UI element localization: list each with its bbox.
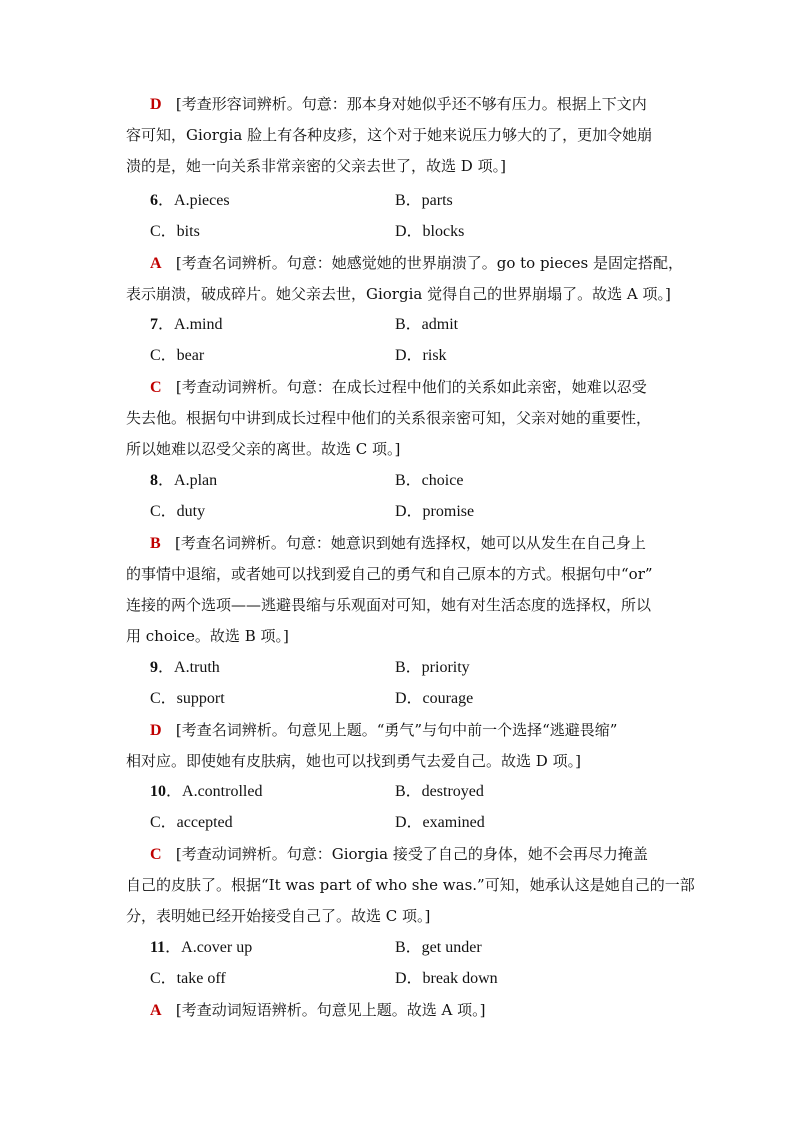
question-9-row-2 <box>0 683 794 714</box>
option-c: C．duty <box>150 503 206 520</box>
question-6-row-2 <box>0 216 794 247</box>
explanation-text: [考查名词辨析。句意：她感觉她的世界崩溃了。go to pieces 是固定搭配， <box>175 254 683 272</box>
option-a: A.truth <box>174 659 220 676</box>
question-number: 6 <box>150 192 158 209</box>
question-8-row-1: 8．A.plan B．choice <box>0 465 794 496</box>
option-d: D．examined <box>395 814 485 831</box>
answer-letter: A <box>150 1002 162 1019</box>
question-9-row-1: 9．A.truth B．priority <box>0 652 794 683</box>
answer-letter: D <box>150 722 162 739</box>
explanation-9-line-2 <box>0 746 794 777</box>
explanation-text: 连接的两个选项——逃避畏缩与乐观面对可知，她有对生活态度的选择权，所以 <box>126 596 652 614</box>
explanation-text: 溃的是，她一向关系非常亲密的父亲去世了，故选 D 项。] <box>126 157 506 175</box>
option-a: A.pieces <box>174 192 230 209</box>
question-10-row-1: 10．A.controlled B．destroyed <box>0 776 794 807</box>
explanation-8-line-2 <box>0 559 794 590</box>
question-number: 11 <box>150 939 166 956</box>
question-11-row-1: 11．A.cover up B．get under <box>0 932 794 963</box>
option-b: B．parts <box>395 192 453 209</box>
explanation-text: 表示崩溃，破成碎片。她父亲去世，Giorgia 觉得自己的世界崩塌了。故选 A 项。] <box>126 285 671 303</box>
answer-letter: C <box>150 379 162 396</box>
explanation-text: 容可知，Giorgia 脸上有各种皮疹，这个对于她来说压力够大的了，更加令她崩 <box>126 126 653 144</box>
option-b: B．admit <box>395 316 459 333</box>
answer-letter: D <box>150 96 162 113</box>
question-6-row-1: 6．A.pieces B．parts <box>0 185 794 216</box>
option-b: B．destroyed <box>395 783 484 800</box>
option-a: A.mind <box>174 316 223 333</box>
explanation-text: [考查动词短语辨析。句意见上题。故选 A 项。] <box>175 1001 486 1019</box>
option-c: C．support <box>150 690 225 707</box>
option-c: C．bear <box>150 347 205 364</box>
question-number: 7 <box>150 316 158 333</box>
explanation-9-line-1 <box>0 715 794 746</box>
explanation-6-line-2 <box>0 279 794 310</box>
explanation-11-line-1 <box>0 995 794 1026</box>
explanation-text: 所以她难以忍受父亲的离世。故选 C 项。] <box>126 440 401 458</box>
question-11-row-2 <box>0 963 794 994</box>
option-c: C．bits <box>150 223 200 240</box>
explanation-text: 相对应。即使她有皮肤病，她也可以找到勇气去爱自己。故选 D 项。] <box>126 752 581 770</box>
option-d: D．promise <box>395 503 475 520</box>
explanation-7-line-1 <box>0 372 794 403</box>
option-b: B．priority <box>395 659 470 676</box>
explanation-text: 自己的皮肤了。根据“It was part of who she was.”可知，她承认这是她自己的一部 <box>126 876 695 894</box>
explanation-10-line-3 <box>0 901 794 932</box>
answer-letter: A <box>150 255 162 272</box>
option-c: C．take off <box>150 970 226 987</box>
explanation-8-line-3 <box>0 590 794 621</box>
explanation-text: [考查形容词辨析。句意：那本身对她似乎还不够有压力。根据上下文内 <box>175 95 647 113</box>
question-10-row-2 <box>0 807 794 838</box>
explanation-text: [考查动词辨析。句意：Giorgia 接受了自己的身体，她不会再尽力掩盖 <box>175 845 648 863</box>
explanation-text: [考查名词辨析。句意见上题。“勇气”与句中前一个选择“逃避畏缩” <box>175 721 618 739</box>
answer-letter: C <box>150 846 162 863</box>
question-number: 10 <box>150 783 166 800</box>
explanation-5-line-2 <box>0 120 794 151</box>
explanation-text: 用 choice。故选 B 项。] <box>126 627 289 645</box>
explanation-10-line-1 <box>0 839 794 870</box>
explanation-8-line-1 <box>0 528 794 559</box>
option-a: A.controlled <box>182 783 263 800</box>
explanation-10-line-2 <box>0 870 794 901</box>
explanation-6-line-1 <box>0 248 794 279</box>
option-d: D．break down <box>395 970 498 987</box>
explanation-text: 失去他。根据句中讲到成长过程中他们的关系很亲密可知，父亲对她的重要性， <box>126 409 652 427</box>
option-d: D．courage <box>395 690 474 707</box>
option-d: D．blocks <box>395 223 465 240</box>
explanation-text: [考查动词辨析。句意：在成长过程中他们的关系如此亲密，她难以忍受 <box>175 378 647 396</box>
option-c: C．accepted <box>150 814 233 831</box>
question-number: 9 <box>150 659 158 676</box>
question-7-row-2 <box>0 340 794 371</box>
option-a: A.cover up <box>181 939 253 956</box>
explanation-7-line-2 <box>0 403 794 434</box>
question-7-row-1: 7．A.mind B．admit <box>0 309 794 340</box>
option-a: A.plan <box>174 472 218 489</box>
explanation-text: 的事情中退缩，或者她可以找到爱自己的勇气和自己原本的方式。根据句中“or” <box>126 565 653 583</box>
explanation-5-line-3 <box>0 151 794 182</box>
question-number: 8 <box>150 472 158 489</box>
question-8-row-2 <box>0 496 794 527</box>
option-d: D．risk <box>395 347 447 364</box>
option-b: B．get under <box>395 939 482 956</box>
option-b: B．choice <box>395 472 464 489</box>
explanation-text: [考查名词辨析。句意：她意识到她有选择权，她可以从发生在自己身上 <box>174 534 646 552</box>
explanation-7-line-3 <box>0 434 794 465</box>
answer-letter: B <box>150 535 161 552</box>
explanation-text: 分，表明她已经开始接受自己了。故选 C 项。] <box>126 907 431 925</box>
explanation-8-line-4 <box>0 621 794 652</box>
explanation-5-line-1 <box>0 89 794 120</box>
